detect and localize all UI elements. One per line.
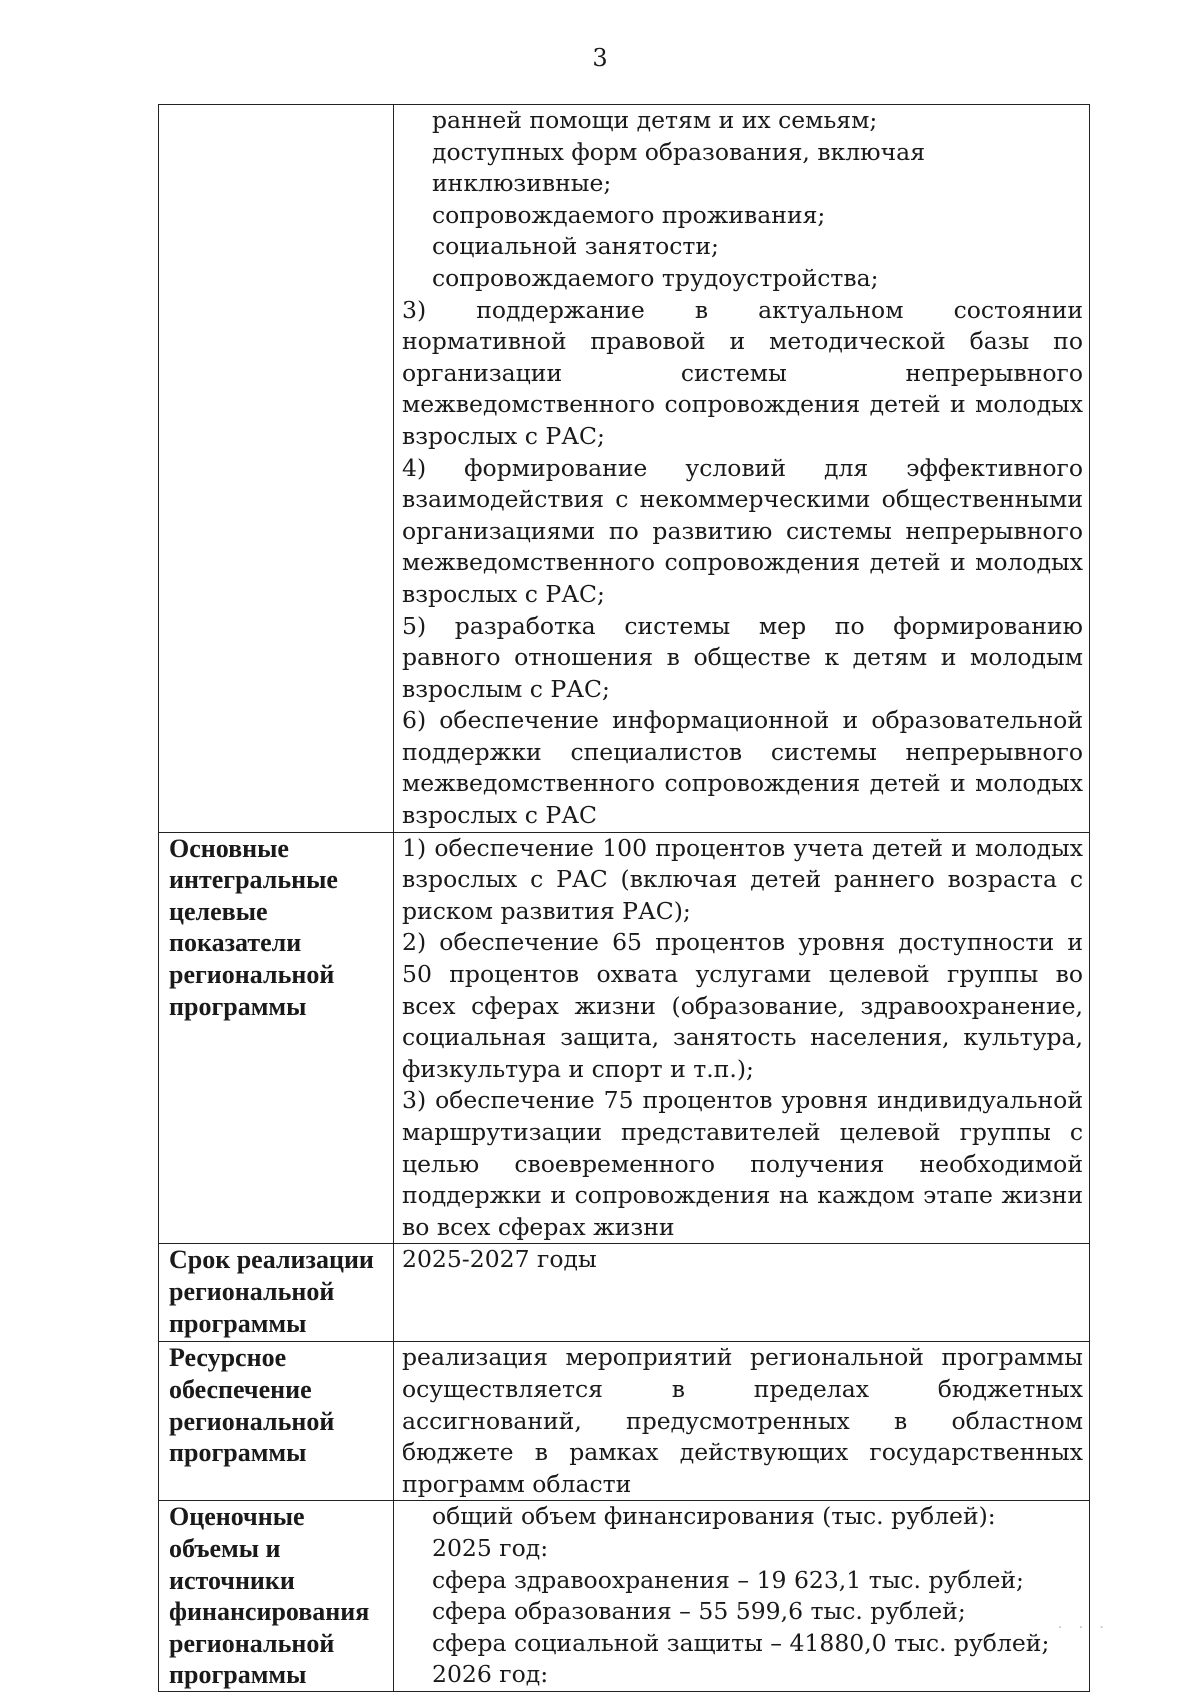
list-item: социальной занятости;	[432, 232, 719, 261]
scan-artifact: · · ·	[1057, 1620, 1110, 1636]
row-content	[394, 832, 1090, 1244]
paragraph: реализация мероприятий региональной программы осуществляется в пределах бюджетных ассигнований, предусмотренных в областном бюджете в рамках действующих государственных программ области	[402, 1343, 1083, 1498]
page-number: 3	[592, 44, 608, 72]
list-item: 2025 год:	[432, 1533, 549, 1562]
paragraph: 1) обеспечение 100 процентов учета детей и молодых взрослых с РАС (включая детей раннего возраста с риском развития РАС);	[402, 833, 1083, 925]
table-row	[159, 1244, 1090, 1342]
list-item: сопровождаемого трудоустройства;	[432, 263, 879, 292]
paragraph: 6) обеспечение информационной и образовательной поддержки специалистов системы непрерывного межведомственного сопровождения детей и молодых взрослых с РАС	[402, 706, 1083, 830]
paragraph: 2) обеспечение 65 процентов уровня доступности и 50 процентов охвата услугами целевой группы во всех сферах жизни (образование, здравоохранение, социальная защита, занятость населения, культура, физкультура и спорт и т.п.);	[402, 928, 1083, 1083]
paragraph: 3) обеспечение 75 процентов уровня индивидуальной маршрутизации представителей целевой группы с целью своевременного получения необходимой поддержки и сопровождения на каждом этапе жизни во всех сферах жизни	[402, 1086, 1083, 1241]
table-row	[159, 1342, 1090, 1501]
list-item: доступных форм образования, включая инклюзивные;	[432, 137, 926, 198]
row-content	[394, 1501, 1090, 1692]
list-item: сфера социальной защиты – 41880,0 тыс. рублей;	[432, 1628, 1050, 1657]
paragraph: 3) поддержание в актуальном состоянии нормативной правовой и методической базы по организации системы непрерывного межведомственного сопровождения детей и молодых взрослых с РАС;	[402, 295, 1083, 450]
list-item: ранней помощи детям и их семьям;	[432, 106, 878, 134]
table-row	[159, 1501, 1090, 1692]
row-label: Оценочные объемы и источники финансирования региональной программы	[159, 1501, 394, 1692]
paragraph: 4) формирование условий для эффективного взаимодействия с некоммерческими общественными организациями по развитию системы непрерывного межведомственного сопровождения детей и молодых взрослых с РАС;	[402, 453, 1083, 608]
row-label	[159, 105, 394, 833]
row-label: Ресурсное обеспечение региональной программы	[159, 1342, 394, 1501]
list-item: сопровождаемого проживания;	[432, 200, 826, 229]
list-item: общий объем финансирования (тыс. рублей):	[432, 1502, 996, 1531]
paragraph: 5) разработка системы мер по формированию равного отношения в обществе к детям и молодым взрослым с РАС;	[402, 611, 1083, 703]
table-row	[159, 832, 1090, 1244]
passport-table	[158, 104, 1090, 1692]
table-row	[159, 105, 1090, 833]
row-content	[394, 105, 1090, 833]
row-label: Основные интегральные целевые показатели региональной программы	[159, 832, 394, 1244]
row-content	[394, 1244, 1090, 1342]
row-label: Срок реализации региональной программы	[159, 1244, 394, 1342]
list-item: 2026 год:	[432, 1660, 549, 1689]
list-item: сфера здравоохранения – 19 623,1 тыс. рублей;	[432, 1565, 1024, 1594]
paragraph: 2025-2027 годы	[402, 1245, 597, 1274]
row-content	[394, 1342, 1090, 1501]
list-item: сфера образования – 55 599,6 тыс. рублей;	[432, 1597, 966, 1626]
